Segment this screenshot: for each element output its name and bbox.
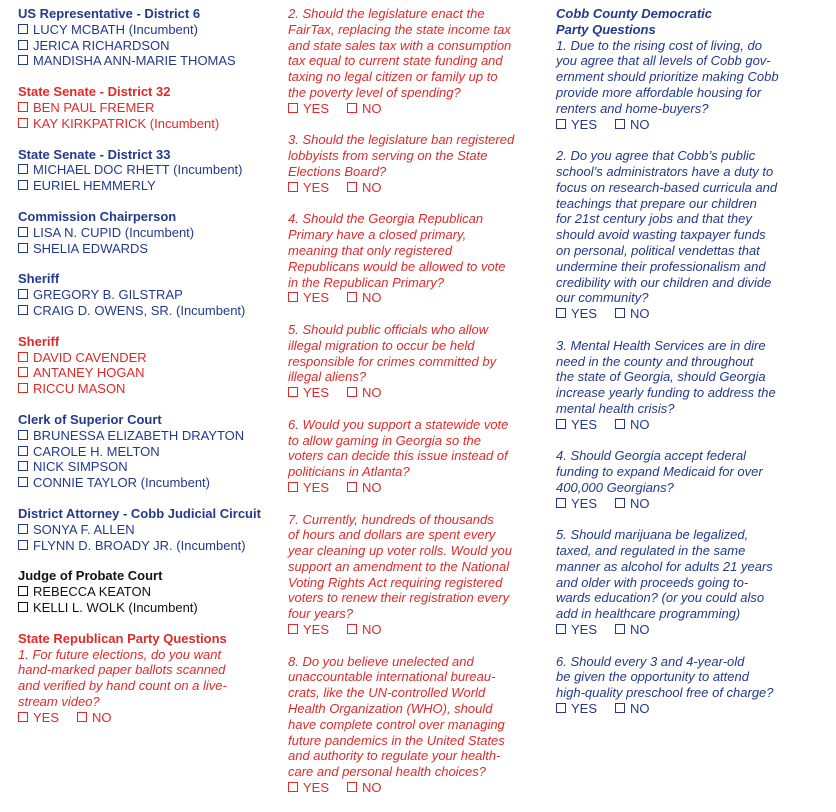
yes-label: YES [303, 622, 330, 638]
question-line: tax equal to current state funding and [288, 53, 503, 69]
checkbox-icon[interactable] [347, 292, 357, 302]
checkbox-icon[interactable] [288, 482, 298, 492]
democratic-section-title [556, 6, 818, 38]
yes-label: YES [303, 290, 330, 306]
no-label: NO [362, 479, 382, 495]
yes-no-options [556, 701, 818, 717]
candidate-option[interactable] [18, 538, 280, 554]
yes-option[interactable] [288, 290, 329, 306]
candidate-name: LISA N. CUPID (Incumbent) [33, 224, 195, 240]
yes-no-options [288, 780, 544, 796]
no-option[interactable] [347, 385, 382, 401]
question-line: politicians in Atlanta? [288, 464, 410, 480]
no-option[interactable] [347, 180, 382, 196]
checkbox-icon[interactable] [18, 477, 28, 487]
race-title: State Senate - District 32 [18, 84, 171, 100]
candidate-name: SHELIA EDWARDS [33, 240, 149, 256]
candidate-option[interactable] [18, 116, 280, 132]
no-option[interactable] [615, 496, 650, 512]
question-line: 3. Should the legislature ban registered [288, 132, 515, 148]
question-line: high-quality preschool free of charge? [556, 685, 774, 701]
race-block [18, 209, 280, 256]
question-line: mental health crisis? [556, 400, 675, 416]
no-option[interactable] [347, 290, 382, 306]
yes-option[interactable] [556, 117, 597, 133]
yes-no-options [556, 622, 818, 638]
checkbox-icon[interactable] [288, 103, 298, 113]
question-text [288, 132, 544, 179]
no-label: NO [630, 495, 650, 511]
checkbox-icon[interactable] [18, 430, 28, 440]
candidate-name: GREGORY B. GILSTRAP [33, 287, 183, 303]
question-line: focus on research-based curricula and [556, 179, 778, 195]
question-line: hand-marked paper ballots scanned [18, 662, 226, 678]
candidate-name: BRUNESSA ELIZABETH DRAYTON [33, 427, 245, 443]
question-block [556, 38, 818, 133]
question-text [556, 338, 818, 417]
no-option[interactable] [615, 417, 650, 433]
checkbox-icon[interactable] [77, 712, 87, 722]
checkbox-icon[interactable] [18, 352, 28, 362]
yes-label: YES [303, 780, 330, 796]
question-text [288, 211, 544, 290]
candidate-option[interactable] [18, 22, 280, 38]
race-block [18, 84, 280, 131]
checkbox-icon[interactable] [615, 703, 625, 713]
no-label: NO [362, 179, 382, 195]
candidate-name: LUCY MCBATH (Incumbent) [33, 21, 198, 37]
candidate-option[interactable] [18, 303, 280, 319]
race-title: Clerk of Superior Court [18, 411, 162, 427]
question-line: increase yearly funding to address the [556, 385, 776, 401]
column-republican-questions [288, 6, 544, 812]
question-line: teachings that prepare our children [556, 195, 757, 211]
race-title: District Attorney - Cobb Judicial Circuit [18, 505, 261, 521]
yes-label: YES [303, 179, 330, 195]
candidate-name: SONYA F. ALLEN [33, 521, 135, 537]
question-block [288, 512, 544, 638]
question-line: responsible for crimes committed by [288, 353, 497, 369]
question-block [556, 527, 818, 638]
no-label: NO [362, 100, 382, 116]
checkbox-icon[interactable] [18, 118, 28, 128]
question-line: Primary have a closed primary, [288, 227, 467, 243]
question-text [288, 6, 544, 101]
candidate-name: FLYNN D. BROADY JR. (Incumbent) [33, 537, 246, 553]
no-option[interactable] [615, 622, 650, 638]
section-title-line: Party Questions [556, 21, 656, 37]
question-line: Elections Board? [288, 163, 387, 179]
question-text [556, 148, 818, 306]
candidate-name: BEN PAUL FREMER [33, 99, 155, 115]
question-line: renters and home-buyers? [556, 100, 709, 116]
question-block [556, 654, 818, 717]
no-option[interactable] [347, 780, 382, 796]
question-line: Health Organization (WHO), should [288, 701, 493, 717]
question-line: four years? [288, 606, 354, 622]
yes-no-options [288, 290, 544, 306]
yes-no-options [288, 180, 544, 196]
checkbox-icon[interactable] [18, 712, 28, 722]
question-line: FairTax, replacing the state income tax [288, 21, 511, 37]
no-label: NO [362, 780, 382, 796]
question-text [288, 417, 544, 480]
question-line: on personal, political vendettas that [556, 242, 760, 258]
candidate-option[interactable] [18, 287, 280, 303]
question-line: crats, like the UN-controlled World [288, 685, 486, 701]
question-line: 400,000 Georgians? [556, 479, 674, 495]
checkbox-icon[interactable] [556, 308, 566, 318]
yes-option[interactable] [556, 306, 597, 322]
checkbox-icon[interactable] [18, 102, 28, 112]
no-option[interactable] [615, 701, 650, 717]
section-title-line: Cobb County Democratic [556, 6, 713, 21]
republican-section [18, 631, 280, 726]
question-text [288, 654, 544, 780]
question-line: add in healthcare programming) [556, 606, 741, 622]
question-line: 3. Mental Health Services are in dire [556, 337, 766, 353]
checkbox-icon[interactable] [18, 24, 28, 34]
checkbox-icon[interactable] [347, 482, 357, 492]
checkbox-icon[interactable] [18, 540, 28, 550]
question-line: support an amendment to the National [288, 558, 510, 574]
candidate-option[interactable] [18, 522, 280, 538]
checkbox-icon[interactable] [556, 703, 566, 713]
question-block [288, 654, 544, 796]
question-line: credibility with our children and divide [556, 274, 772, 290]
yes-no-options [556, 117, 818, 133]
yes-no-options [556, 306, 818, 322]
checkbox-icon[interactable] [18, 524, 28, 534]
candidate-name: MANDISHA ANN-MARIE THOMAS [33, 53, 236, 69]
checkbox-icon[interactable] [347, 782, 357, 792]
candidate-name: RICCU MASON [33, 381, 126, 397]
checkbox-icon[interactable] [18, 602, 28, 612]
yes-option[interactable] [556, 622, 597, 638]
yes-option[interactable] [288, 180, 329, 196]
candidate-name: DAVID CAVENDER [33, 349, 147, 365]
yes-no-options [288, 622, 544, 638]
candidate-name: CAROLE H. MELTON [33, 443, 160, 459]
yes-label: YES [571, 116, 598, 132]
candidate-option[interactable] [18, 241, 280, 257]
checkbox-icon[interactable] [18, 164, 28, 174]
checkbox-icon[interactable] [288, 387, 298, 397]
checkbox-icon[interactable] [615, 119, 625, 129]
no-label: NO [630, 116, 650, 132]
yes-no-options [288, 101, 544, 117]
checkbox-icon[interactable] [288, 624, 298, 634]
checkbox-icon[interactable] [18, 227, 28, 237]
race-block [18, 506, 280, 553]
candidate-option[interactable] [18, 178, 280, 194]
yes-no-options [556, 496, 818, 512]
question-block [556, 338, 818, 433]
checkbox-icon[interactable] [615, 308, 625, 318]
race-title: Sheriff [18, 333, 60, 349]
yes-label: YES [571, 306, 598, 322]
question-line: be given the opportunity to attend [556, 669, 749, 685]
checkbox-icon[interactable] [347, 624, 357, 634]
yes-option[interactable] [288, 622, 329, 638]
question-block [288, 132, 544, 195]
candidate-option[interactable] [18, 350, 280, 366]
question-line: voters can decide this issue instead of [288, 448, 508, 464]
checkbox-icon[interactable] [556, 419, 566, 429]
race-title: Judge of Probate Court [18, 568, 163, 584]
question-line: stream video? [18, 693, 100, 709]
checkbox-icon[interactable] [18, 180, 28, 190]
race-block [18, 412, 280, 491]
yes-label: YES [571, 701, 598, 717]
question-line: 4. Should Georgia accept federal [556, 448, 747, 464]
question-line: the poverty level of spending? [288, 84, 461, 100]
checkbox-icon[interactable] [18, 305, 28, 315]
race-title: Commission Chairperson [18, 208, 177, 224]
no-label: NO [630, 701, 650, 717]
checkbox-icon[interactable] [18, 243, 28, 253]
no-label: NO [362, 290, 382, 306]
column-candidates [18, 6, 280, 741]
candidate-name: REBECCA KEATON [33, 584, 151, 600]
question-block [288, 211, 544, 306]
question-block [288, 6, 544, 117]
question-block [288, 417, 544, 496]
question-line: 7. Currently, hundreds of thousands [288, 511, 494, 527]
yes-label: YES [303, 385, 330, 401]
yes-option[interactable] [288, 385, 329, 401]
candidate-name: CONNIE TAYLOR (Incumbent) [33, 475, 210, 491]
no-option[interactable] [347, 622, 382, 638]
question-line: you agree that all levels of Cobb gov- [556, 53, 771, 69]
question-line: 8. Do you believe unelected and [288, 653, 474, 669]
no-option[interactable] [615, 117, 650, 133]
checkbox-icon[interactable] [18, 383, 28, 393]
candidate-name: ANTANEY HOGAN [33, 365, 145, 381]
yes-option[interactable] [556, 496, 597, 512]
question-line: care and personal health choices? [288, 764, 487, 780]
checkbox-icon[interactable] [615, 419, 625, 429]
yes-option[interactable] [288, 480, 329, 496]
no-label: NO [630, 416, 650, 432]
question-line: taxing no legal citizen or family up to [288, 69, 498, 85]
no-option[interactable] [347, 101, 382, 117]
question-block [18, 647, 280, 726]
question-line: and state sales tax with a consumption [288, 37, 512, 53]
question-text [556, 448, 818, 495]
yes-option[interactable] [556, 417, 597, 433]
yes-no-options [18, 710, 280, 726]
question-line: 6. Would you support a statewide vote [288, 416, 509, 432]
yes-option[interactable] [556, 701, 597, 717]
question-line: illegal aliens? [288, 369, 367, 385]
question-text [556, 527, 818, 622]
yes-option[interactable] [18, 710, 59, 726]
no-option[interactable] [347, 480, 382, 496]
question-line: and verified by hand count on a live- [18, 678, 227, 694]
question-line: 1. Due to the rising cost of living, do [556, 37, 762, 53]
question-line: 1. For future elections, do you want [18, 646, 222, 662]
checkbox-icon[interactable] [347, 182, 357, 192]
question-line: to allow gaming in Georgia so the [288, 432, 481, 448]
question-text [18, 647, 280, 710]
republican-section-title: State Republican Party Questions [18, 630, 227, 646]
question-line: for 21st century jobs and that they [556, 211, 752, 227]
checkbox-icon[interactable] [18, 461, 28, 471]
question-line: Voting Rights Act requiring registered [288, 574, 503, 590]
checkbox-icon[interactable] [18, 55, 28, 65]
yes-no-options [288, 480, 544, 496]
checkbox-icon[interactable] [288, 782, 298, 792]
question-line: wards education? (or you could also [556, 590, 765, 606]
checkbox-icon[interactable] [288, 182, 298, 192]
question-line: the state of Georgia, should Georgia [556, 369, 766, 385]
no-label: NO [362, 622, 382, 638]
checkbox-icon[interactable] [556, 119, 566, 129]
question-line: and authority to regulate your health- [288, 748, 501, 764]
candidate-option[interactable] [18, 584, 280, 600]
checkbox-icon[interactable] [18, 586, 28, 596]
candidate-option[interactable] [18, 428, 280, 444]
race-title: State Senate - District 33 [18, 146, 171, 162]
yes-label: YES [571, 416, 598, 432]
checkbox-icon[interactable] [615, 624, 625, 634]
question-line: future pandemics in the United States [288, 732, 505, 748]
race-block [18, 271, 280, 318]
checkbox-icon[interactable] [615, 498, 625, 508]
question-line: of hours and dollars are spent every [288, 527, 496, 543]
question-text [556, 654, 818, 701]
checkbox-icon[interactable] [288, 292, 298, 302]
checkbox-icon[interactable] [18, 289, 28, 299]
candidate-name: CRAIG D. OWENS, SR. (Incumbent) [33, 302, 246, 318]
candidate-option[interactable] [18, 444, 280, 460]
question-line: in the Republican Primary? [288, 274, 445, 290]
question-line: 5. Should marijuana be legalized, [556, 527, 749, 543]
candidate-option[interactable] [18, 100, 280, 116]
race-block [18, 6, 280, 69]
question-line: 2. Should the legislature enact the [288, 6, 485, 21]
candidate-name: MICHAEL DOC RHETT (Incumbent) [33, 162, 243, 178]
question-line: taxed, and regulated in the same [556, 543, 746, 559]
yes-label: YES [571, 495, 598, 511]
checkbox-icon[interactable] [18, 367, 28, 377]
candidate-option[interactable] [18, 459, 280, 475]
question-block [288, 322, 544, 401]
candidate-name: KAY KIRKPATRICK (Incumbent) [33, 115, 220, 131]
no-label: NO [92, 709, 112, 725]
question-text [288, 322, 544, 385]
yes-label: YES [303, 479, 330, 495]
no-label: NO [630, 306, 650, 322]
yes-label: YES [303, 100, 330, 116]
candidate-name: JERICA RICHARDSON [33, 37, 170, 53]
question-text [288, 512, 544, 623]
question-line: and older with proceeds going to- [556, 574, 749, 590]
question-line: voters to renew their registration every [288, 590, 510, 606]
checkbox-icon[interactable] [347, 387, 357, 397]
column-democratic-questions [556, 6, 818, 733]
no-option[interactable] [615, 306, 650, 322]
checkbox-icon[interactable] [18, 446, 28, 456]
checkbox-icon[interactable] [347, 103, 357, 113]
question-line: unaccountable international bureau- [288, 669, 496, 685]
question-line: school’s administrators have a duty to [556, 163, 774, 179]
question-line: provide more affordable housing for [556, 84, 762, 100]
question-line: need in the county and throughout [556, 353, 754, 369]
question-line: undermine their professionalism and [556, 258, 766, 274]
checkbox-icon[interactable] [556, 498, 566, 508]
candidate-option[interactable] [18, 38, 280, 54]
checkbox-icon[interactable] [556, 624, 566, 634]
race-block [18, 147, 280, 194]
question-line: ernment should prioritize making Cobb [556, 69, 779, 85]
yes-no-options [288, 385, 544, 401]
race-block [18, 568, 280, 615]
yes-no-options [556, 417, 818, 433]
no-label: NO [630, 622, 650, 638]
question-block [556, 148, 818, 322]
candidate-option[interactable] [18, 53, 280, 69]
question-line: have complete control over managing [288, 716, 505, 732]
no-label: NO [362, 385, 382, 401]
question-line: should avoid wasting taxpayer funds [556, 227, 766, 243]
question-line: 5. Should public officials who allow [288, 321, 489, 337]
candidate-name: NICK SIMPSON [33, 459, 128, 475]
question-text [556, 38, 818, 117]
yes-label: YES [571, 622, 598, 638]
question-line: lobbyists from serving on the State [288, 148, 488, 164]
question-line: 2. Do you agree that Cobb’s public [556, 148, 756, 164]
race-title: Sheriff [18, 271, 60, 287]
candidate-option[interactable] [18, 381, 280, 397]
yes-option[interactable] [288, 101, 329, 117]
question-line: 4. Should the Georgia Republican [288, 211, 484, 227]
question-line: illegal migration to occur be held [288, 337, 475, 353]
question-line: funding to expand Medicaid for over [556, 464, 763, 480]
question-line: our community? [556, 290, 649, 306]
question-line: year cleaning up voter rolls. Would you [288, 543, 513, 559]
checkbox-icon[interactable] [18, 40, 28, 50]
race-block [18, 334, 280, 397]
question-block [556, 448, 818, 511]
candidate-name: KELLI L. WOLK (Incumbent) [33, 599, 198, 615]
question-line: meaning that only registered [288, 242, 453, 258]
candidate-option[interactable] [18, 600, 280, 616]
yes-label: YES [33, 709, 60, 725]
candidate-option[interactable] [18, 365, 280, 381]
candidate-option[interactable] [18, 162, 280, 178]
question-line: Republicans would be allowed to vote [288, 258, 506, 274]
race-title: US Representative - District 6 [18, 6, 201, 21]
no-option[interactable] [77, 710, 112, 726]
candidate-option[interactable] [18, 225, 280, 241]
question-line: 6. Should every 3 and 4-year-old [556, 653, 745, 669]
yes-option[interactable] [288, 780, 329, 796]
candidate-name: EURIEL HEMMERLY [33, 178, 156, 194]
question-line: manner as alcohol for adults 21 years [556, 558, 773, 574]
candidate-option[interactable] [18, 475, 280, 491]
